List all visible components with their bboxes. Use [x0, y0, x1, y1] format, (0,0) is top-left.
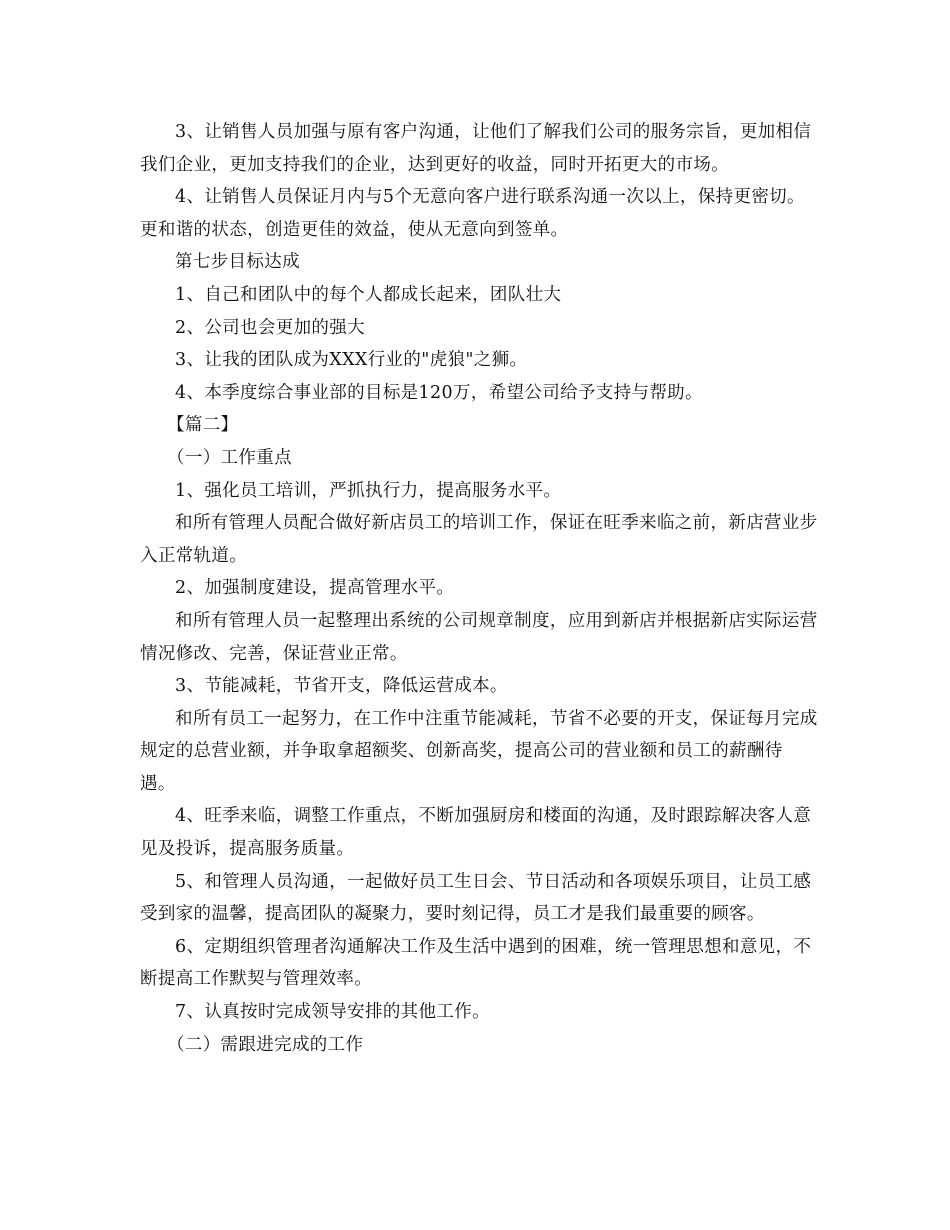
- heading-step-seven: 第七步目标达成: [175, 252, 300, 273]
- paragraph-focus-4: 4、旺季来临，调整工作重点，不断加强厨房和楼面的沟通，及时跟踪解决客人意见及投诉，提高服务质量。: [140, 806, 812, 860]
- paragraph-focus-7: 7、认真按时完成领导安排的其他工作。: [175, 1002, 490, 1023]
- paragraph-goal-2: 2、公司也会更加的强大: [175, 317, 365, 338]
- paragraph-goal-1: 1、自己和团队中的每个人都成长起来，团队壮大: [175, 284, 562, 305]
- subheading-followup-work: （二）需跟进完成的工作: [167, 1034, 364, 1055]
- document-body: [140, 116, 818, 1061]
- paragraph-goal-4: 4、本季度综合事业部的目标是120万，希望公司给予支持与帮助。: [175, 382, 703, 403]
- paragraph-focus-5: 5、和管理人员沟通，一起做好员工生日会、节日活动和各项娱乐项目，让员工感受到家的温馨，提高团队的凝聚力，要时刻记得，员工才是我们最重要的顾客。: [140, 871, 812, 925]
- section-heading-part-two: 【篇二】: [167, 415, 239, 436]
- paragraph-goal-3: 3、让我的团队成为XXX行业的"虎狼"之狮。: [175, 350, 528, 371]
- paragraph-sales-communication: 3、让销售人员加强与原有客户沟通，让他们了解我们公司的服务宗旨，更加相信我们企业，更加支持我们的企业，达到更好的收益，同时开拓更大的市场。: [140, 122, 812, 175]
- paragraph-focus-2-body: 和所有管理人员一起整理出系统的公司规章制度，应用到新店并根据新店实际运营情况修改、完善，保证营业正常。: [140, 610, 818, 664]
- paragraph-focus-6: 6、定期组织管理者沟通解决工作及生活中遇到的困难，统一管理思想和意见，不断提高工作默契与管理效率。: [140, 936, 812, 990]
- paragraph-focus-3-body: 和所有员工一起努力，在工作中注重节能减耗，节省不必要的开支，保证每月完成规定的总营业额，并争取拿超额奖、创新高奖，提高公司的营业额和员工的薪酬待遇。: [140, 708, 818, 794]
- subheading-work-focus: （一）工作重点: [167, 447, 292, 468]
- paragraph-sales-followup: 4、让销售人员保证月内与5个无意向客户进行联系沟通一次以上，保持更密切。更和谐的状态，创造更佳的效益，使从无意向到签单。: [140, 187, 805, 240]
- paragraph-focus-1-title: 1、强化员工培训，严抓执行力，提高服务水平。: [175, 480, 562, 501]
- paragraph-focus-2-title: 2、加强制度建设，提高管理水平。: [175, 578, 455, 599]
- paragraph-focus-3-title: 3、节能减耗，节省开支，降低运营成本。: [175, 676, 508, 697]
- paragraph-focus-1-body: 和所有管理人员配合做好新店员工的培训工作，保证在旺季来临之前，新店营业步入正常轨道。: [140, 513, 818, 566]
